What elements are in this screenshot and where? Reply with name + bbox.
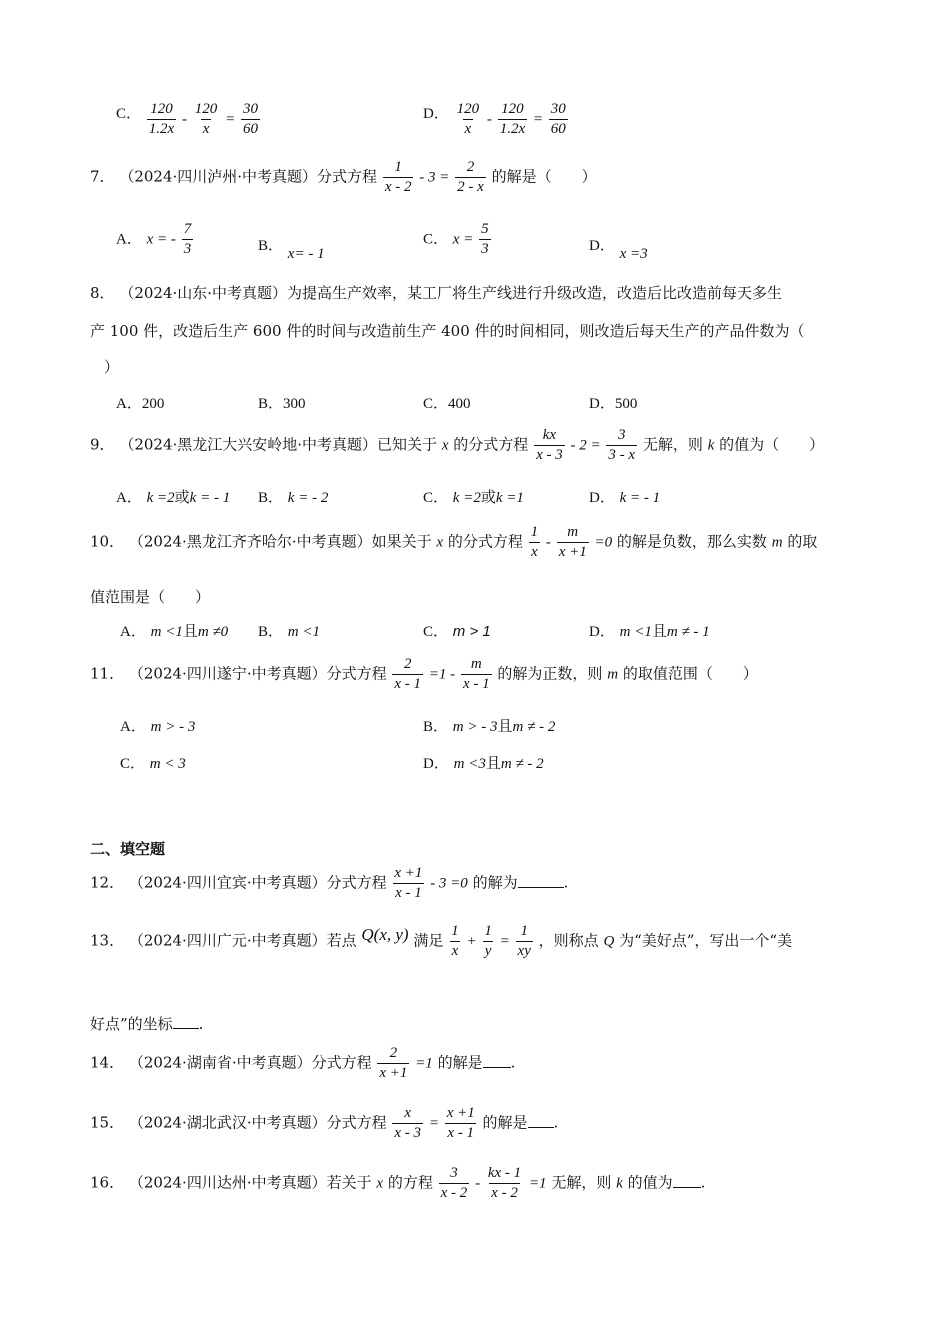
answer-blank[interactable] — [673, 1174, 701, 1188]
question-13-line-2: 好点”的坐标 . — [90, 1015, 204, 1033]
question-text: （2024·黑龙江齐齐哈尔·中考真题）如果关于 — [128, 532, 432, 551]
question-10: 10． （2024·黑龙江齐齐哈尔·中考真题）如果关于 x 的分式方程 $\frac{1}{x}$ - $\frac{m}{x +1}$ =0 的解是负数，那么实数 m 的取 — [90, 524, 818, 560]
q10-option-b: B． m <1 — [258, 624, 321, 640]
fraction: $\frac{30}{60}$ — [242, 101, 258, 137]
fraction: $\frac{3}{3 - x}$ — [608, 427, 636, 463]
q11-option-b: B． m > - 3且m ≠ - 2 — [423, 717, 556, 735]
fraction: $\frac{120}{1.2x}$ — [148, 101, 175, 137]
fraction: $\frac{x +1}{x - 1}$ — [394, 865, 423, 901]
question-8-line-2: 产 100 件，改造后生产 600 件的时间与改造前生产 400 件的时间相同，则改造后每天生产的产品件数为（ — [90, 322, 805, 340]
question-number: 7． — [90, 167, 115, 186]
q9-option-c: C． k =2或k =1 — [423, 488, 524, 506]
q7-option-c: C． x = $\frac{5}{3}$ — [423, 221, 489, 257]
question-13: 13． （2024·四川广元·中考真题）若点 Q(x, y) 满足 $\frac{1}{x}$ + $\frac{1}{y}$ = $\frac{1}{xy}$ ，则称点 Q 为“美好点”，写出一个“美 — [90, 923, 793, 959]
question-number: 8． — [90, 284, 115, 302]
question-text: （2024·四川遂宁·中考真题）分式方程 — [128, 664, 387, 683]
question-number: 14． — [90, 1053, 125, 1072]
question-number: 10． — [90, 532, 125, 551]
question-text: （2024·黑龙江大兴安岭地·中考真题）已知关于 — [119, 435, 438, 454]
question-number: 9． — [90, 435, 115, 454]
q8-option-b: B．300 — [258, 396, 306, 412]
fraction: $\frac{kx}{x - 3}$ — [536, 427, 563, 463]
q7-option-d: D． x =3 — [589, 238, 648, 262]
fraction: $\frac{m}{x - 1}$ — [462, 656, 490, 692]
q11-option-d: D． m <3且m ≠ - 2 — [423, 754, 544, 772]
q8-option-d: D．500 — [589, 396, 638, 412]
question-12: 12． （2024·四川宜宾·中考真题）分式方程 $\frac{x +1}{x - 1}$ - 3 =0 的解为 . — [90, 865, 569, 901]
question-9: 9． （2024·黑龙江大兴安岭地·中考真题）已知关于 x 的分式方程 $\frac{kx}{x - 3}$ - 2 = $\frac{3}{3 - x}$ 无解，则 k 的值为（ ） — [90, 427, 825, 463]
question-11: 11． （2024·四川遂宁·中考真题）分式方程 $\frac{2}{x - 1}$ =1 - $\frac{m}{x - 1}$ 的解为正数，则 m 的取值范围（ ） — [90, 656, 758, 692]
option-label: D． — [423, 105, 449, 122]
fraction: $\frac{x +1}{x - 1}$ — [446, 1105, 475, 1141]
fraction: $\frac{7}{3}$ — [183, 221, 192, 257]
fraction: $\frac{120}{x}$ — [456, 101, 480, 137]
q11-option-c: C． m < 3 — [120, 756, 186, 772]
fraction: $\frac{1}{y}$ — [484, 923, 492, 959]
question-number: 12． — [90, 873, 125, 892]
answer-blank[interactable] — [483, 1054, 511, 1068]
q8-option-c: C．400 — [423, 396, 471, 412]
fraction: $\frac{2}{x +1}$ — [379, 1045, 408, 1081]
question-15: 15． （2024·湖北武汉·中考真题）分式方程 $\frac{x}{x - 3}$ = $\frac{x +1}{x - 1}$ 的解是 . — [90, 1105, 559, 1141]
fraction: $\frac{30}{60}$ — [550, 101, 566, 137]
q8-option-a: A．200 — [116, 396, 165, 412]
fraction: $\frac{1}{x}$ — [451, 923, 459, 959]
question-text: （2024·山东·中考真题）为提高生产效率，某工厂将生产线进行升级改造，改造后比改造前每天多生 — [119, 284, 783, 302]
q10-option-c: C． m > 1 — [423, 623, 491, 640]
question-number: 11． — [90, 664, 125, 683]
fraction: $\frac{x}{x - 3}$ — [394, 1105, 422, 1141]
question-number: 15． — [90, 1113, 125, 1132]
question-text: （2024·四川泸州·中考真题）分式方程 — [119, 167, 378, 186]
question-14: 14． （2024·湖南省·中考真题）分式方程 $\frac{2}{x +1}$ =1 的解是 . — [90, 1045, 516, 1081]
q7-option-b: B． x= - 1 — [258, 238, 325, 262]
question-text: （2024·四川宜宾·中考真题）分式方程 — [128, 873, 387, 892]
question-number: 13． — [90, 931, 125, 950]
option-label: C． — [116, 105, 142, 122]
q10-option-d: D． m <1且m ≠ - 1 — [589, 622, 710, 640]
fraction: $\frac{5}{3}$ — [481, 221, 489, 257]
question-text: （2024·湖南省·中考真题）分式方程 — [128, 1053, 372, 1072]
question-16: 16． （2024·四川达州·中考真题）若关于 x 的方程 $\frac{3}{x - 2}$ - $\frac{kx - 1}{x - 2}$ =1 无解，则 k 的值为 . — [90, 1165, 706, 1201]
question-10-line-2: 值范围是（ ） — [90, 588, 211, 606]
section-heading-fill-in: 二、填空题 — [90, 840, 166, 858]
answer-blank[interactable] — [518, 874, 564, 888]
question-8-line-3: ） — [104, 358, 120, 376]
fraction: $\frac{120}{1.2x}$ — [499, 101, 526, 137]
fraction: $\frac{120}{x}$ — [194, 101, 218, 137]
fraction: $\frac{3}{x - 2}$ — [440, 1165, 468, 1201]
q7-option-a: A． x = - $\frac{7}{3}$ — [116, 221, 192, 257]
q9-option-b: B． k = - 2 — [258, 490, 329, 506]
question-7: 7． （2024·四川泸州·中考真题）分式方程 $\frac{1}{x - 2}$ - 3 = $\frac{2}{2 - x}$ 的解是（ ） — [90, 159, 597, 195]
q6-option-d: D． $\frac{120}{x}$ - $\frac{120}{1.2x}$ = $\frac{30}{60}$ — [423, 101, 566, 137]
fraction: $\frac{1}{x - 2}$ — [384, 159, 412, 195]
fraction: $\frac{1}{x}$ — [530, 524, 539, 560]
question-number: 16． — [90, 1173, 125, 1192]
fraction: $\frac{kx - 1}{x - 2}$ — [487, 1165, 522, 1201]
q6-option-c: C． $\frac{120}{1.2x}$ - $\frac{120}{x}$ = $\frac{30}{60}$ — [116, 101, 258, 137]
q11-option-a: A． m > - 3 — [120, 719, 196, 735]
q10-option-a: A． m <1且m ≠0 — [120, 622, 229, 640]
fraction: $\frac{2}{2 - x}$ — [457, 159, 484, 195]
q9-option-a: A． k =2或k = - 1 — [116, 488, 231, 506]
question-text: （2024·四川达州·中考真题）若关于 — [128, 1173, 372, 1192]
q9-option-d: D． k = - 1 — [589, 490, 661, 506]
answer-blank[interactable] — [173, 1015, 199, 1029]
fraction: $\frac{m}{x +1}$ — [558, 524, 587, 560]
answer-blank[interactable] — [528, 1114, 554, 1128]
fraction: $\frac{2}{x - 1}$ — [394, 656, 422, 692]
question-text: （2024·湖北武汉·中考真题）分式方程 — [128, 1113, 387, 1132]
question-8 — [90, 286, 782, 301]
fraction: $\frac{1}{xy}$ — [517, 923, 531, 959]
question-text: （2024·四川广元·中考真题）若点 — [128, 931, 357, 950]
